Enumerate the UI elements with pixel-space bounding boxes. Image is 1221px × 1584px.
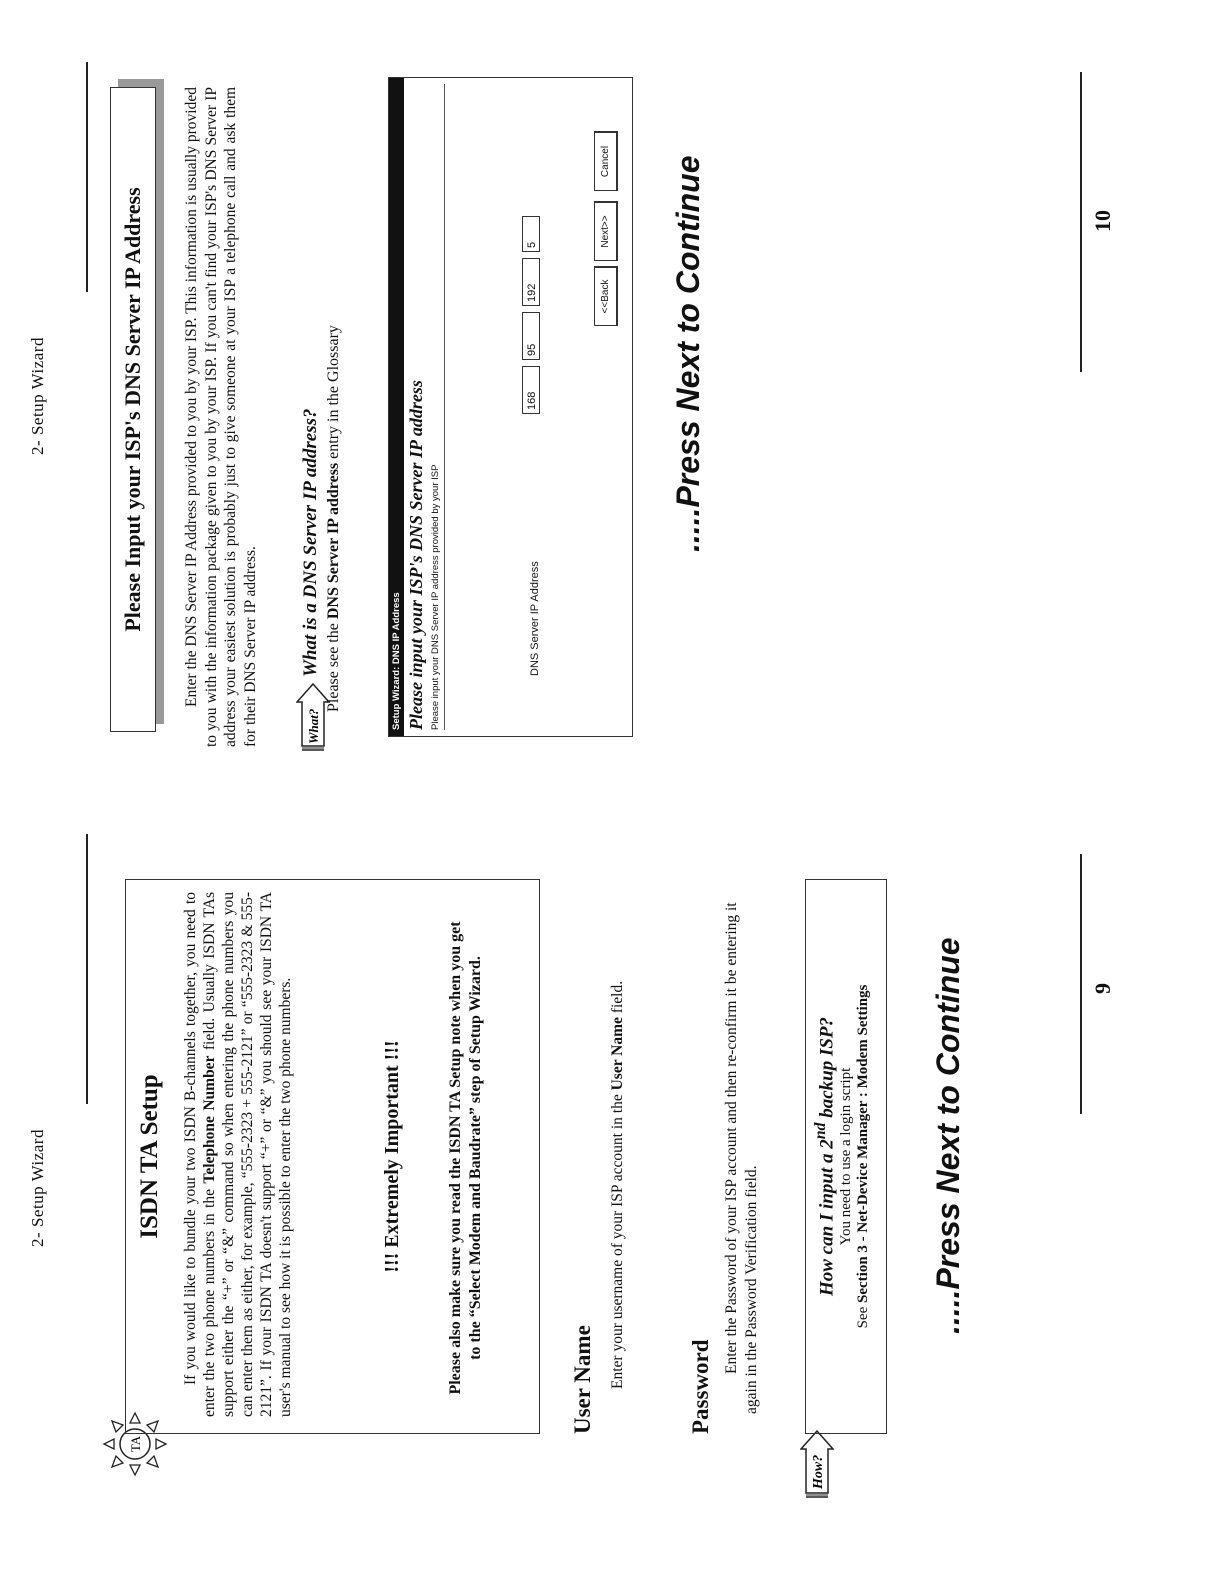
page-header: 2- Setup Wizard bbox=[28, 337, 47, 455]
cancel-button[interactable]: Cancel bbox=[594, 131, 618, 191]
how-see-reference: See Section 3 - Net-Device Manager : Modem Settings bbox=[855, 984, 872, 1329]
footer-rule bbox=[1080, 854, 1082, 1114]
what-question: What is a DNS Server IP address? bbox=[300, 408, 321, 677]
page-header: 2- Setup Wizard bbox=[28, 1129, 47, 1247]
dns-title-box: Please Input your ISP's DNS Server IP Address bbox=[110, 87, 156, 732]
svg-text:TA: TA bbox=[128, 1435, 143, 1453]
dns-ip-label: DNS Server IP Address bbox=[529, 561, 541, 676]
how-badge-icon bbox=[800, 1429, 834, 1499]
next-button[interactable]: Next>> bbox=[594, 201, 618, 261]
isdn-title: ISDN TA Setup bbox=[136, 1074, 163, 1239]
ip-octet-2-input[interactable]: 95 bbox=[522, 312, 540, 360]
dialog-heading: Please input your ISP's DNS Server IP address bbox=[406, 380, 426, 730]
dialog-subtext: Please input your DNS Server IP address provided by your ISP bbox=[430, 84, 445, 730]
ip-octet-4-input[interactable]: 5 bbox=[522, 216, 540, 252]
header-rule bbox=[86, 834, 88, 1104]
footer-rule bbox=[1080, 72, 1082, 372]
press-next-text: .....Press Next to Continue bbox=[670, 155, 706, 552]
press-next-text: .....Press Next to Continue bbox=[930, 937, 966, 1334]
important-heading: !!! Extremely Important !!! bbox=[381, 1040, 403, 1273]
password-heading: Password bbox=[688, 1339, 713, 1434]
isdn-ta-setup-box bbox=[125, 879, 540, 1434]
page-9 bbox=[0, 792, 1221, 1584]
dns-wizard-dialog bbox=[388, 77, 633, 737]
back-button[interactable]: <<Back bbox=[594, 266, 618, 326]
page-number: 10 bbox=[1090, 210, 1115, 232]
how-answer: You need to use a login script bbox=[838, 1067, 855, 1246]
header-rule bbox=[86, 62, 88, 292]
what-answer: Please see the DNS Server IP address entry in the Glossary bbox=[325, 325, 342, 712]
isdn-body: If you would like to bundle your two ISDN B-channels together, you need to enter the two phone numbers in the Telephone Number field. Usually ISDN TAs support either the “+” or “&” command so when entering the phone numbers you can enter them as either, for example, “555-2323 + 555-2121” or “555-2323 & 555-2121”. If your ISDN TA doesn't support “+” or “&” you should see your ISDN TA user's manual to see how it is possible to enter the two phone numbers. bbox=[182, 891, 294, 1417]
how-box bbox=[805, 879, 887, 1434]
how-question: How can I input a 2nd backup ISP? bbox=[812, 1016, 838, 1297]
svg-text:How?: How? bbox=[811, 1454, 826, 1489]
svg-text:What?: What? bbox=[306, 708, 321, 744]
password-text: Enter the Password of your ISP account and then re-confirm it be entering it again in the Password Verification field. bbox=[723, 902, 760, 1414]
dialog-titlebar: Setup Wizard: DNS IP Address bbox=[389, 78, 404, 736]
page-number: 9 bbox=[1090, 983, 1115, 994]
dns-body: Enter the DNS Server IP Address provided to you by your ISP. This information is usually provided to you with the information package given to you by your ISP. If you can't find your ISP's DNS Server IP address your easiest solution is probably just to give someone at your ISP a telephone call and ask them for their DNS Server IP address. bbox=[183, 87, 259, 747]
ip-octet-1-input[interactable]: 168 bbox=[522, 366, 540, 414]
user-name-text: Enter your username of your ISP account in the User Name field. bbox=[609, 980, 626, 1389]
user-name-heading: User Name bbox=[570, 1325, 595, 1434]
important-note: Please also make sure you read the ISDN TA Setup note when you get to the “Select Modem and Baudrate” step of Setup Wizard. bbox=[447, 921, 484, 1395]
ip-octet-3-input[interactable]: 192 bbox=[522, 258, 540, 306]
